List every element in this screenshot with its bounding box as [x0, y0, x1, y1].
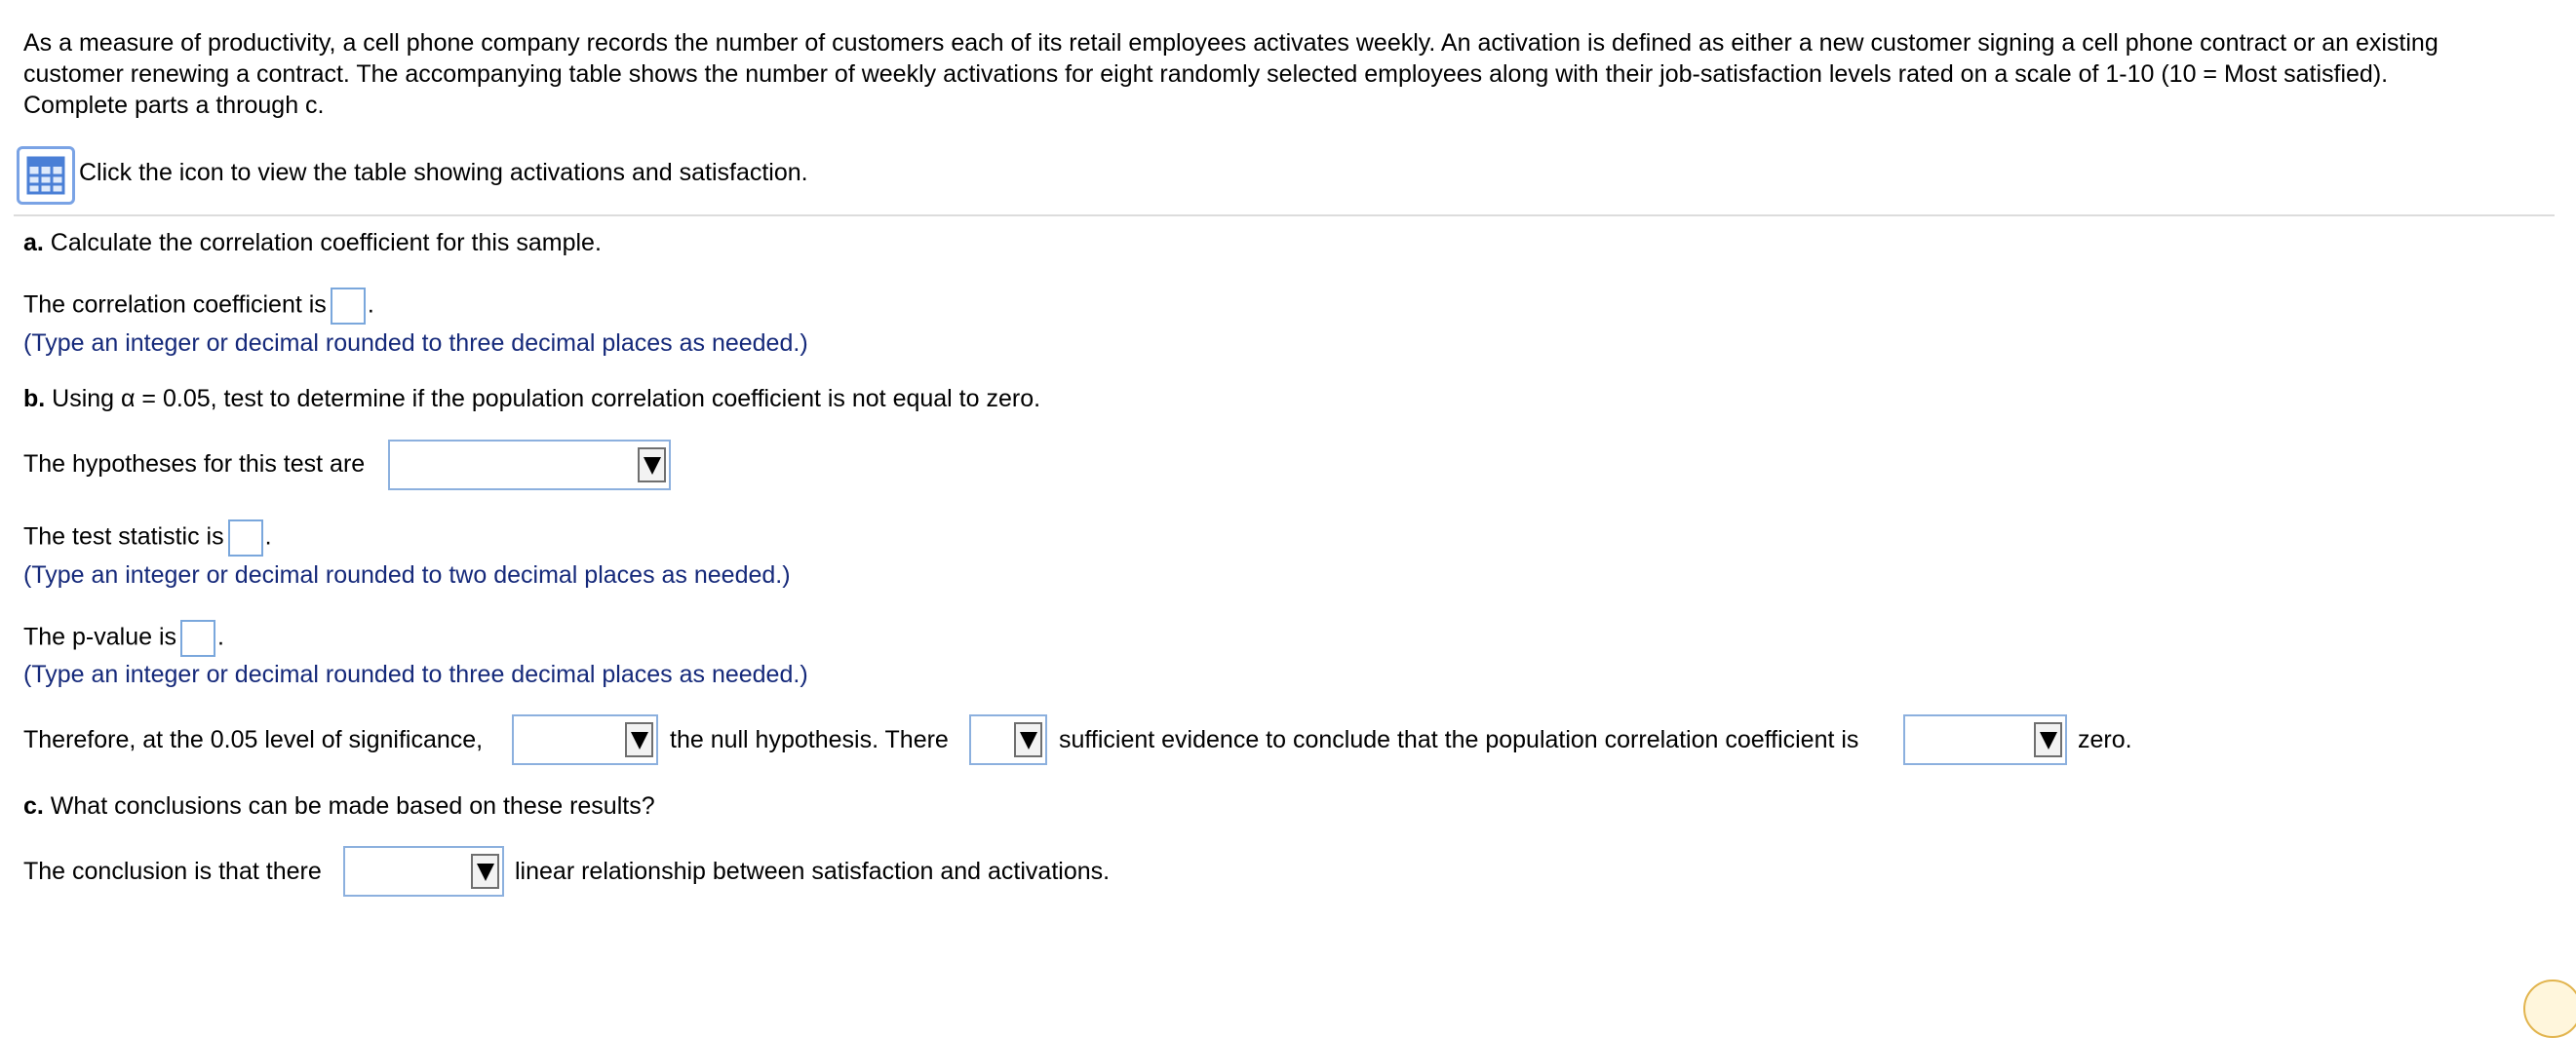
part-c-conclusion-suffix: linear relationship between satisfaction and activations.	[515, 858, 1111, 885]
correlation-coefficient-input[interactable]	[331, 288, 366, 325]
view-table-button[interactable]	[17, 146, 75, 205]
problem-statement-line-1: As a measure of productivity, a cell phone company records the number of customers each of its retail employees activates weekly. An activation is defined as either a new customer signing a cell phone contract or an existing	[23, 29, 2439, 57]
correlation-answer-row	[23, 288, 374, 325]
conclusion-text-4: zero.	[2078, 726, 2132, 753]
test-statistic-input[interactable]	[228, 519, 263, 557]
part-b-label: b.	[23, 385, 46, 412]
relation-dropdown[interactable]	[1903, 714, 2067, 765]
test-statistic-row	[23, 519, 272, 557]
help-badge-icon[interactable]	[2523, 980, 2576, 1038]
p-value-label: The p-value is	[23, 623, 177, 651]
conclusion-text-3: sufficient evidence to conclude that the population correlation coefficient is	[1059, 726, 1859, 753]
conclusion-text-2: the null hypothesis. There	[670, 726, 949, 753]
p-value-input[interactable]	[180, 620, 215, 657]
table-icon	[26, 156, 65, 195]
view-table-link-text[interactable]: Click the icon to view the table showing activations and satisfaction.	[79, 159, 808, 186]
section-divider	[14, 214, 2555, 216]
p-value-period: .	[217, 623, 224, 651]
linear-relationship-dropdown[interactable]	[343, 846, 504, 897]
conclusion-text-1: Therefore, at the 0.05 level of significance,	[23, 726, 484, 753]
part-c-label: c.	[23, 792, 44, 820]
part-a-question-text: Calculate the correlation coefficient for this sample.	[43, 229, 602, 256]
hypotheses-label: The hypotheses for this test are	[23, 450, 366, 478]
correlation-answer-period: .	[367, 290, 374, 319]
dropdown-arrow-icon	[1014, 722, 1042, 757]
part-c-question-text: What conclusions can be made based on these results?	[43, 792, 655, 820]
test-statistic-hint: (Type an integer or decimal rounded to two decimal places as needed.)	[23, 561, 791, 589]
correlation-answer-label: The correlation coefficient is	[23, 290, 327, 319]
part-c-conclusion-label: The conclusion is that there	[23, 858, 322, 885]
dropdown-arrow-icon	[625, 722, 653, 757]
decision-dropdown[interactable]	[512, 714, 658, 765]
correlation-hint: (Type an integer or decimal rounded to three decimal places as needed.)	[23, 329, 808, 357]
p-value-hint: (Type an integer or decimal rounded to three decimal places as needed.)	[23, 661, 808, 688]
part-b-question-text: Using α = 0.05, test to determine if the population correlation coefficient is not equal to zero.	[45, 385, 1041, 412]
problem-statement-line-2: customer renewing a contract. The accompanying table shows the number of weekly activations for eight randomly selected employees along with their job-satisfaction levels rated on a scale of 1-10 (10 = Most satisfied).	[23, 60, 2389, 88]
evidence-dropdown[interactable]	[969, 714, 1047, 765]
part-c-question	[23, 792, 655, 821]
dropdown-arrow-icon	[2034, 722, 2062, 757]
part-a-label: a.	[23, 229, 44, 256]
problem-statement-line-3: Complete parts a through c.	[23, 92, 325, 119]
part-b-question	[23, 385, 1040, 413]
p-value-row	[23, 620, 224, 657]
test-statistic-label: The test statistic is	[23, 522, 224, 551]
problem-statement	[23, 27, 2558, 121]
hypotheses-dropdown[interactable]	[388, 440, 671, 490]
part-a-question	[23, 229, 602, 257]
dropdown-arrow-icon	[471, 854, 499, 889]
dropdown-arrow-icon	[638, 447, 666, 482]
test-statistic-period: .	[264, 522, 272, 551]
